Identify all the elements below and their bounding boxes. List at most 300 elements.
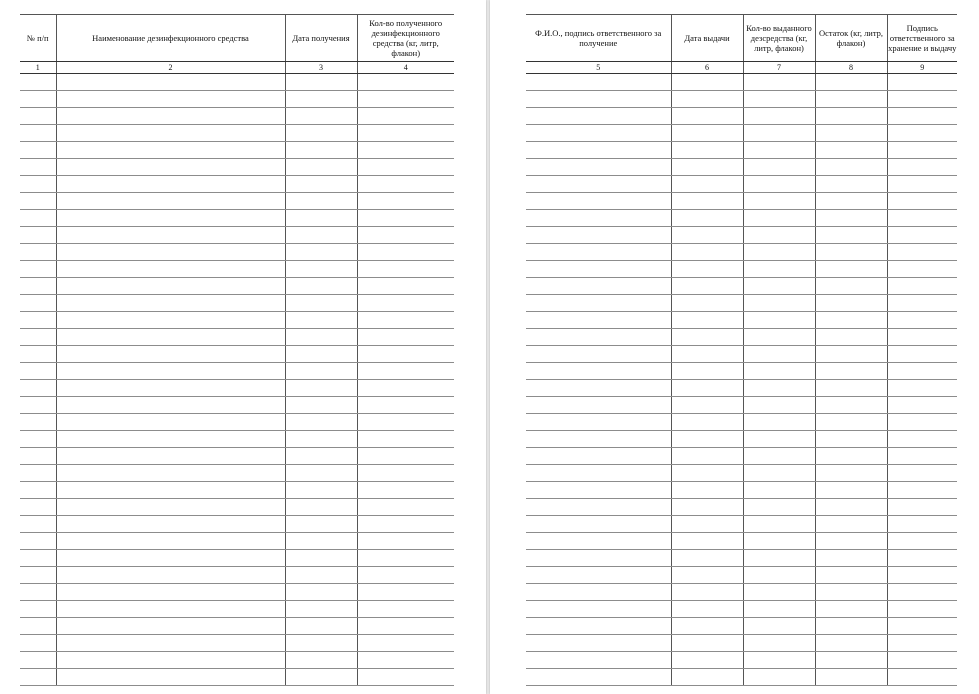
ledger-cell xyxy=(56,482,285,499)
ledger-row xyxy=(526,261,957,278)
ledger-cell xyxy=(20,108,56,125)
ledger-cell xyxy=(743,329,815,346)
ledger-row xyxy=(526,516,957,533)
ledger-cell xyxy=(20,176,56,193)
ledger-cell xyxy=(671,550,743,567)
ledger-row xyxy=(526,601,957,618)
ledger-cell xyxy=(671,176,743,193)
ledger-cell xyxy=(526,363,671,380)
ledger-cell xyxy=(526,278,671,295)
ledger-cell xyxy=(815,125,887,142)
ledger-row xyxy=(526,380,957,397)
ledger-cell xyxy=(285,261,357,278)
ledger-cell xyxy=(815,669,887,686)
right-page xyxy=(490,0,979,694)
ledger-cell xyxy=(285,125,357,142)
ledger-row xyxy=(526,618,957,635)
ledger-cell xyxy=(357,618,454,635)
ledger-cell xyxy=(20,278,56,295)
ledger-cell xyxy=(887,295,957,312)
ledger-row xyxy=(20,601,454,618)
ledger-cell xyxy=(56,261,285,278)
ledger-cell xyxy=(526,108,671,125)
ledger-cell xyxy=(56,431,285,448)
ledger-cell xyxy=(20,550,56,567)
ledger-cell xyxy=(526,499,671,516)
ledger-row xyxy=(20,159,454,176)
ledger-cell xyxy=(743,550,815,567)
ledger-cell xyxy=(285,584,357,601)
ledger-cell xyxy=(357,227,454,244)
ledger-cell xyxy=(671,329,743,346)
ledger-cell xyxy=(743,482,815,499)
ledger-cell xyxy=(357,635,454,652)
ledger-cell xyxy=(20,261,56,278)
ledger-cell xyxy=(20,244,56,261)
ledger-cell xyxy=(285,397,357,414)
ledger-cell xyxy=(285,193,357,210)
ledger-cell xyxy=(815,635,887,652)
ledger-cell xyxy=(815,652,887,669)
ledger-cell xyxy=(526,431,671,448)
ledger-cell xyxy=(20,159,56,176)
ledger-cell xyxy=(526,74,671,91)
ledger-cell xyxy=(56,567,285,584)
ledger-row xyxy=(526,329,957,346)
ledger-cell xyxy=(20,448,56,465)
ledger-cell xyxy=(815,482,887,499)
ledger-row xyxy=(20,142,454,159)
ledger-cell xyxy=(56,142,285,159)
ledger-row xyxy=(526,652,957,669)
ledger-cell xyxy=(526,550,671,567)
column-number: 3 xyxy=(285,62,357,74)
ledger-cell xyxy=(671,244,743,261)
ledger-cell xyxy=(743,431,815,448)
ledger-cell xyxy=(285,329,357,346)
ledger-cell xyxy=(285,465,357,482)
ledger-cell xyxy=(743,91,815,108)
ledger-cell xyxy=(20,363,56,380)
ledger-cell xyxy=(815,193,887,210)
ledger-row xyxy=(20,295,454,312)
ledger-row xyxy=(526,533,957,550)
ledger-cell xyxy=(285,533,357,550)
ledger-row xyxy=(20,482,454,499)
right-header-row xyxy=(526,15,957,62)
ledger-cell xyxy=(357,550,454,567)
ledger-cell xyxy=(285,312,357,329)
ledger-cell xyxy=(887,567,957,584)
ledger-cell xyxy=(20,635,56,652)
ledger-cell xyxy=(815,91,887,108)
ledger-cell xyxy=(815,448,887,465)
header-row-number: № п/п xyxy=(20,15,56,62)
ledger-row xyxy=(20,635,454,652)
ledger-cell xyxy=(285,499,357,516)
ledger-cell xyxy=(526,482,671,499)
ledger-cell xyxy=(526,635,671,652)
ledger-cell xyxy=(743,635,815,652)
ledger-cell xyxy=(56,448,285,465)
ledger-cell xyxy=(56,397,285,414)
ledger-cell xyxy=(285,159,357,176)
ledger-cell xyxy=(357,669,454,686)
header-received-quantity: Кол-во полученного дезинфекционного средства (кг, литр, флакон) xyxy=(357,15,454,62)
ledger-cell xyxy=(887,278,957,295)
ledger-cell xyxy=(743,363,815,380)
ledger-row xyxy=(20,278,454,295)
ledger-row xyxy=(526,397,957,414)
ledger-cell xyxy=(20,295,56,312)
ledger-cell xyxy=(56,295,285,312)
ledger-cell xyxy=(285,550,357,567)
ledger-cell xyxy=(887,635,957,652)
column-number: 8 xyxy=(815,62,887,74)
ledger-cell xyxy=(526,210,671,227)
ledger-cell xyxy=(815,516,887,533)
ledger-cell xyxy=(357,448,454,465)
ledger-cell xyxy=(815,346,887,363)
ledger-row xyxy=(20,533,454,550)
ledger-cell xyxy=(357,142,454,159)
ledger-cell xyxy=(20,346,56,363)
ledger-row xyxy=(526,295,957,312)
ledger-row xyxy=(20,210,454,227)
ledger-row xyxy=(20,261,454,278)
ledger-cell xyxy=(887,142,957,159)
ledger-cell xyxy=(285,176,357,193)
ledger-cell xyxy=(815,329,887,346)
ledger-cell xyxy=(357,108,454,125)
ledger-cell xyxy=(20,74,56,91)
ledger-cell xyxy=(285,482,357,499)
ledger-cell xyxy=(887,516,957,533)
ledger-row xyxy=(20,346,454,363)
column-number: 9 xyxy=(887,62,957,74)
ledger-cell xyxy=(285,669,357,686)
ledger-cell xyxy=(887,431,957,448)
ledger-cell xyxy=(671,567,743,584)
ledger-cell xyxy=(815,210,887,227)
ledger-cell xyxy=(887,74,957,91)
ledger-row xyxy=(20,380,454,397)
ledger-cell xyxy=(743,499,815,516)
ledger-row xyxy=(20,176,454,193)
ledger-cell xyxy=(526,380,671,397)
ledger-row xyxy=(20,414,454,431)
ledger-row xyxy=(526,125,957,142)
ledger-cell xyxy=(56,669,285,686)
ledger-cell xyxy=(357,91,454,108)
ledger-cell xyxy=(526,652,671,669)
ledger-cell xyxy=(526,448,671,465)
ledger-cell xyxy=(671,159,743,176)
ledger-cell xyxy=(815,380,887,397)
ledger-cell xyxy=(285,74,357,91)
ledger-cell xyxy=(56,227,285,244)
ledger-cell xyxy=(671,482,743,499)
ledger-cell xyxy=(56,635,285,652)
ledger-cell xyxy=(526,465,671,482)
column-number: 4 xyxy=(357,62,454,74)
ledger-cell xyxy=(815,363,887,380)
ledger-cell xyxy=(20,414,56,431)
ledger-cell xyxy=(743,516,815,533)
ledger-cell xyxy=(815,465,887,482)
ledger-cell xyxy=(56,125,285,142)
ledger-row xyxy=(526,91,957,108)
ledger-row xyxy=(20,108,454,125)
ledger-cell xyxy=(56,533,285,550)
ledger-cell xyxy=(815,142,887,159)
ledger-cell xyxy=(357,278,454,295)
ledger-cell xyxy=(20,618,56,635)
ledger-cell xyxy=(887,499,957,516)
ledger-cell xyxy=(887,550,957,567)
ledger-cell xyxy=(357,516,454,533)
ledger-cell xyxy=(357,176,454,193)
ledger-cell xyxy=(671,431,743,448)
right-ledger-table xyxy=(526,14,957,686)
ledger-cell xyxy=(743,176,815,193)
ledger-cell xyxy=(743,669,815,686)
ledger-cell xyxy=(20,329,56,346)
ledger-cell xyxy=(357,380,454,397)
ledger-cell xyxy=(887,652,957,669)
ledger-cell xyxy=(887,329,957,346)
ledger-cell xyxy=(20,380,56,397)
ledger-cell xyxy=(56,465,285,482)
ledger-row xyxy=(20,363,454,380)
ledger-cell xyxy=(20,516,56,533)
ledger-cell xyxy=(743,227,815,244)
ledger-cell xyxy=(285,431,357,448)
header-recipient-signature: Ф.И.О., подпись ответственного за получение xyxy=(526,15,671,62)
ledger-cell xyxy=(20,499,56,516)
ledger-row xyxy=(526,176,957,193)
ledger-cell xyxy=(526,601,671,618)
ledger-cell xyxy=(671,533,743,550)
ledger-cell xyxy=(56,91,285,108)
ledger-row xyxy=(20,125,454,142)
ledger-cell xyxy=(285,91,357,108)
ledger-cell xyxy=(671,414,743,431)
ledger-row xyxy=(526,550,957,567)
ledger-cell xyxy=(357,159,454,176)
ledger-cell xyxy=(20,669,56,686)
ledger-cell xyxy=(671,261,743,278)
ledger-cell xyxy=(357,346,454,363)
ledger-cell xyxy=(815,499,887,516)
ledger-row xyxy=(526,278,957,295)
ledger-cell xyxy=(887,669,957,686)
ledger-cell xyxy=(887,397,957,414)
ledger-cell xyxy=(20,533,56,550)
ledger-cell xyxy=(56,312,285,329)
ledger-cell xyxy=(56,346,285,363)
ledger-cell xyxy=(285,363,357,380)
ledger-cell xyxy=(56,278,285,295)
ledger-row xyxy=(20,669,454,686)
ledger-cell xyxy=(526,244,671,261)
ledger-cell xyxy=(357,584,454,601)
ledger-cell xyxy=(815,244,887,261)
ledger-cell xyxy=(20,210,56,227)
ledger-cell xyxy=(285,210,357,227)
ledger-row xyxy=(20,193,454,210)
ledger-cell xyxy=(671,363,743,380)
ledger-row xyxy=(526,312,957,329)
ledger-cell xyxy=(671,448,743,465)
ledger-row xyxy=(20,397,454,414)
ledger-cell xyxy=(526,346,671,363)
ledger-cell xyxy=(815,550,887,567)
ledger-cell xyxy=(56,618,285,635)
ledger-cell xyxy=(20,584,56,601)
ledger-row xyxy=(20,244,454,261)
ledger-cell xyxy=(887,601,957,618)
ledger-cell xyxy=(743,380,815,397)
ledger-cell xyxy=(357,329,454,346)
ledger-cell xyxy=(20,125,56,142)
ledger-cell xyxy=(815,397,887,414)
ledger-cell xyxy=(285,108,357,125)
ledger-cell xyxy=(526,176,671,193)
ledger-cell xyxy=(285,652,357,669)
ledger-cell xyxy=(671,142,743,159)
ledger-cell xyxy=(887,363,957,380)
ledger-cell xyxy=(887,618,957,635)
ledger-cell xyxy=(20,482,56,499)
ledger-cell xyxy=(20,567,56,584)
ledger-cell xyxy=(20,652,56,669)
ledger-cell xyxy=(887,261,957,278)
ledger-cell xyxy=(357,465,454,482)
ledger-cell xyxy=(526,261,671,278)
header-received-date: Дата получения xyxy=(285,15,357,62)
ledger-cell xyxy=(887,584,957,601)
ledger-cell xyxy=(526,159,671,176)
ledger-cell xyxy=(357,312,454,329)
ledger-cell xyxy=(526,329,671,346)
ledger-cell xyxy=(743,261,815,278)
ledger-cell xyxy=(357,193,454,210)
ledger-cell xyxy=(815,567,887,584)
ledger-cell xyxy=(743,414,815,431)
ledger-row xyxy=(526,414,957,431)
ledger-cell xyxy=(743,159,815,176)
ledger-row xyxy=(526,227,957,244)
ledger-cell xyxy=(671,227,743,244)
ledger-cell xyxy=(56,329,285,346)
ledger-cell xyxy=(743,397,815,414)
ledger-cell xyxy=(56,516,285,533)
ledger-cell xyxy=(671,601,743,618)
ledger-cell xyxy=(526,397,671,414)
ledger-cell xyxy=(743,210,815,227)
ledger-cell xyxy=(357,499,454,516)
ledger-cell xyxy=(887,465,957,482)
ledger-cell xyxy=(56,244,285,261)
ledger-row xyxy=(20,227,454,244)
ledger-cell xyxy=(671,74,743,91)
ledger-row xyxy=(20,567,454,584)
ledger-cell xyxy=(526,414,671,431)
ledger-row xyxy=(526,584,957,601)
ledger-cell xyxy=(56,108,285,125)
ledger-cell xyxy=(815,159,887,176)
ledger-cell xyxy=(671,652,743,669)
ledger-cell xyxy=(285,448,357,465)
ledger-row xyxy=(526,74,957,91)
ledger-row xyxy=(20,618,454,635)
ledger-cell xyxy=(815,414,887,431)
ledger-cell xyxy=(285,601,357,618)
header-disinfectant-name: Наименование дезинфекционного средства xyxy=(56,15,285,62)
ledger-cell xyxy=(815,261,887,278)
ledger-cell xyxy=(815,176,887,193)
ledger-cell xyxy=(671,295,743,312)
ledger-row xyxy=(20,312,454,329)
ledger-cell xyxy=(285,567,357,584)
ledger-cell xyxy=(20,193,56,210)
ledger-cell xyxy=(526,142,671,159)
ledger-row xyxy=(526,567,957,584)
ledger-cell xyxy=(56,584,285,601)
ledger-row xyxy=(526,669,957,686)
ledger-cell xyxy=(285,516,357,533)
ledger-cell xyxy=(815,74,887,91)
ledger-cell xyxy=(526,227,671,244)
ledger-cell xyxy=(56,363,285,380)
ledger-cell xyxy=(671,210,743,227)
left-header-row xyxy=(20,15,454,62)
ledger-cell xyxy=(887,176,957,193)
ledger-cell xyxy=(56,601,285,618)
ledger-cell xyxy=(357,652,454,669)
ledger-cell xyxy=(887,448,957,465)
ledger-cell xyxy=(671,125,743,142)
ledger-cell xyxy=(671,465,743,482)
ledger-cell xyxy=(357,397,454,414)
ledger-cell xyxy=(526,584,671,601)
ledger-row xyxy=(526,159,957,176)
header-remainder: Остаток (кг, литр, флакон) xyxy=(815,15,887,62)
column-number: 7 xyxy=(743,62,815,74)
left-column-number-row xyxy=(20,62,454,74)
ledger-cell xyxy=(743,584,815,601)
ledger-cell xyxy=(743,193,815,210)
ledger-cell xyxy=(743,533,815,550)
ledger-cell xyxy=(526,567,671,584)
ledger-cell xyxy=(887,125,957,142)
ledger-cell xyxy=(887,482,957,499)
ledger-cell xyxy=(357,482,454,499)
ledger-cell xyxy=(285,295,357,312)
ledger-row xyxy=(20,448,454,465)
ledger-cell xyxy=(887,227,957,244)
ledger-cell xyxy=(815,108,887,125)
ledger-cell xyxy=(285,278,357,295)
ledger-cell xyxy=(887,91,957,108)
ledger-cell xyxy=(887,210,957,227)
ledger-cell xyxy=(815,278,887,295)
ledger-cell xyxy=(671,108,743,125)
ledger-cell xyxy=(357,261,454,278)
ledger-row xyxy=(526,193,957,210)
ledger-cell xyxy=(887,414,957,431)
